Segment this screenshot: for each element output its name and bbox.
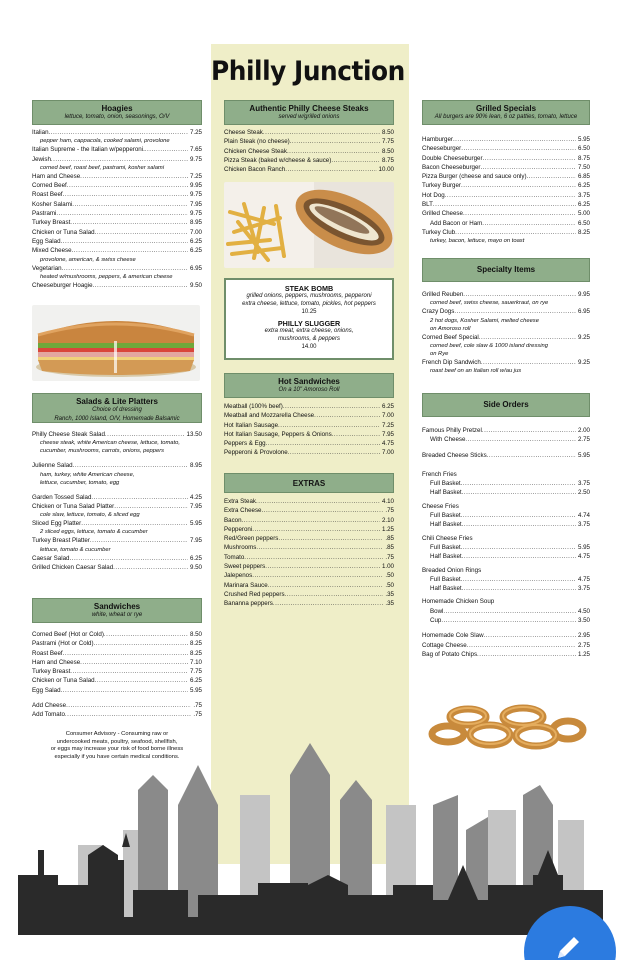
menu-item: Full Basket ..... 3.75 xyxy=(422,479,590,488)
menu-item: Double Cheeseburger ..... 8.75 xyxy=(422,154,590,163)
menu-item: Grilled Reuben ..... 9.95 xyxy=(422,290,590,299)
menu-item: Roast Beef ..... 8.25 xyxy=(32,649,202,658)
group-label: French Fries xyxy=(422,470,457,478)
menu-item: BLT ..... 6.25 xyxy=(422,200,590,209)
menu-item: Half Basket ..... 3.75 xyxy=(422,584,590,593)
hoagies-list xyxy=(32,128,202,290)
item-description: cheese steak, white American cheese, lettuce, tomato, xyxy=(40,440,180,447)
menu-item: Ham and Cheese ..... 7.25 xyxy=(32,172,202,181)
menu-item: Red/Green peppers ..... .85 xyxy=(224,534,394,543)
menu-item: Bag of Potato Chips ..... 1.25 xyxy=(422,650,590,659)
side-orders-header xyxy=(422,393,590,417)
menu-item: Hot Dog ..... 3.75 xyxy=(422,191,590,200)
menu-item: Homemade Cole Slaw ..... 2.95 xyxy=(422,631,590,640)
menu-item: Bacon ..... 2.10 xyxy=(224,516,394,525)
specialty-header xyxy=(422,258,590,282)
menu-item: Sliced Egg Platter ..... 5.95 xyxy=(32,519,202,528)
item-description: roast beef on an Italian roll w/au jus xyxy=(430,368,522,375)
philly-slugger-desc-1: extra meat, extra cheese, onions, xyxy=(264,328,354,334)
hot-sandwiches-subtitle: On a 10" Amoroso Roll xyxy=(278,387,340,393)
menu-item: Cheese Steak ..... 8.50 xyxy=(224,128,394,137)
cheesesteaks-header xyxy=(224,100,394,125)
philly-slugger-price: 14.00 xyxy=(301,344,317,350)
item-description: ham, turkey, white American cheese, xyxy=(40,471,135,478)
hot-sandwiches-title: Hot Sandwiches xyxy=(278,377,340,386)
restaurant-title: Philly Junction xyxy=(211,56,405,87)
advisory-line: undercooked meats, poultry, seafood, shellfish, xyxy=(56,738,178,745)
philly-slugger-desc-2: mushrooms, & peppers xyxy=(277,335,341,342)
menu-item: Meatball and Mozzarella Cheese ..... 7.00 xyxy=(224,411,394,420)
menu-item: Extra Steak ..... 4.10 xyxy=(224,497,394,506)
menu-item: Pepperoni & Provolone ..... 7.00 xyxy=(224,448,394,457)
menu-item: Meatball (100% beef) ..... 6.25 xyxy=(224,402,394,411)
menu-item: Hot Italian Sausage, Peppers & Onions ..... 7.95 xyxy=(224,430,394,439)
menu-item: Grilled Chicken Caesar Salad ..... 9.50 xyxy=(32,563,202,572)
side-orders-title: Side Orders xyxy=(483,400,529,409)
item-description: heated w/mushrooms, peppers, & american cheese xyxy=(40,273,173,280)
menu-item: Chicken or Tuna Salad Platter ..... 7.95 xyxy=(32,502,202,511)
menu-item: Extra Cheese ..... .75 xyxy=(224,506,394,515)
menu-item: Egg Salad ..... 6.25 xyxy=(32,237,202,246)
menu-item: Cheeseburger Hoagie ..... 9.50 xyxy=(32,281,202,290)
menu-item: Half Basket ..... 2.50 xyxy=(422,488,590,497)
menu-item: Crazy Dogs ..... 6.95 xyxy=(422,307,590,316)
menu-item: Julienne Salad ..... 8.95 xyxy=(32,461,202,470)
menu-item: Ham and Cheese ..... 7.10 xyxy=(32,658,202,667)
grilled-header xyxy=(422,100,590,125)
salads-subtitle-1: Choice of dressing xyxy=(92,407,142,413)
item-description: 2 sliced eggs, lettuce, tomato & cucumber xyxy=(40,529,148,536)
sandwiches-subtitle: white, wheat or rye xyxy=(91,612,143,618)
grilled-list xyxy=(422,135,590,245)
item-description: pepper ham, cappacola, cooked salami, provolone xyxy=(40,138,170,145)
menu-item: Corned Beef (Hot or Cold) ..... 8.50 xyxy=(32,630,202,639)
menu-item: Full Basket ..... 5.95 xyxy=(422,543,590,552)
menu-item: Pepperoni ..... 1.25 xyxy=(224,525,394,534)
item-description: lettuce, tomato & cucumber xyxy=(40,546,111,553)
menu-item: Tomato ..... .75 xyxy=(224,553,394,562)
menu-item: With Cheese ..... 2.75 xyxy=(422,435,590,444)
menu-item: Italian Supreme - the Italian w/pepperoni. ..... 7.65 xyxy=(32,145,202,154)
city-skyline-graphic xyxy=(18,735,603,935)
advisory-line: especially if you have certain medical conditions. xyxy=(54,753,180,760)
menu-item: Mixed Cheese ..... 6.25 xyxy=(32,246,202,255)
menu-item: Chicken or Tuna Salad ..... 6.25 xyxy=(32,676,202,685)
cheesesteaks-list xyxy=(224,128,394,174)
menu-item: Full Basket ..... 4.75 xyxy=(422,575,590,584)
item-description: on Rye xyxy=(430,350,449,357)
menu-item: Mushrooms ..... .85 xyxy=(224,543,394,552)
menu-item: Hot Italian Sausage ..... 7.25 xyxy=(224,421,394,430)
sandwiches-header xyxy=(32,598,202,623)
sandwiches-title: Sandwiches xyxy=(93,602,141,611)
menu-item: Corned Beef ..... 9.95 xyxy=(32,181,202,190)
menu-item: Pastrami (Hot or Cold) ..... 8.25 xyxy=(32,639,202,648)
extras-list xyxy=(224,497,394,609)
menu-item: Plain Steak (no cheese) ..... 7.75 xyxy=(224,137,394,146)
cheesesteak-photo xyxy=(224,182,394,268)
menu-item: Sweet peppers ..... 1.00 xyxy=(224,562,394,571)
menu-item: Cheeseburger ..... 6.50 xyxy=(422,144,590,153)
menu-item: Turkey Breast Platter ..... 7.95 xyxy=(32,536,202,545)
extras-title: EXTRAS xyxy=(292,479,326,488)
hot-sandwiches-list xyxy=(224,402,394,458)
item-description: cucumber, mushrooms, carrots, onions, peppers xyxy=(40,448,165,455)
menu-item: Egg Salad ..... 5.95 xyxy=(32,686,202,695)
sandwiches-list xyxy=(32,630,202,720)
grilled-title: Grilled Specials xyxy=(475,104,537,113)
menu-item: Grilled Cheese ..... 5.00 xyxy=(422,209,590,218)
menu-item: Pizza Burger (cheese and sauce only) ..... 6.85 xyxy=(422,172,590,181)
menu-item: Turkey Breast ..... 7.75 xyxy=(32,667,202,676)
item-description: lettuce, cucumber, tomato, egg xyxy=(40,479,120,486)
menu-item: Full Basket ..... 4.74 xyxy=(422,511,590,520)
item-description: turkey, bacon, lettuce, mayo on toast xyxy=(430,238,525,245)
side-orders-list xyxy=(422,426,590,659)
menu-item: Chicken or Tuna Salad ..... 7.00 xyxy=(32,228,202,237)
hot-sandwiches-header xyxy=(224,373,394,398)
cheesesteaks-subtitle: served w/grilled onions xyxy=(278,114,340,120)
menu-item: French Dip Sandwich ..... 9.25 xyxy=(422,358,590,367)
philly-slugger-title: PHILLY SLUGGER xyxy=(277,319,341,328)
grilled-subtitle: All burgers are 90% lean, 6 oz patties, tomato, lettuce xyxy=(434,114,578,120)
hoagie-photo xyxy=(32,305,200,381)
menu-item: Bananna peppers ..... .35 xyxy=(224,599,394,608)
menu-item: Turkey Club ..... 8.25 xyxy=(422,228,590,237)
menu-item: Jewish ..... 9.75 xyxy=(32,155,202,164)
menu-item: Pastrami ..... 9.75 xyxy=(32,209,202,218)
item-description: corned beef, roast beef, pastrami, kosher salami xyxy=(40,164,165,171)
menu-item: Add Tomato ..... .75 xyxy=(32,710,202,719)
menu-item: Peppers & Egg ..... 4.75 xyxy=(224,439,394,448)
hoagies-title: Hoagies xyxy=(101,104,133,113)
menu-item: Add Bacon or Ham ..... 6.50 xyxy=(422,219,590,228)
item-description: corned beef, cole slaw & 1000 island dressing xyxy=(430,342,548,349)
menu-item: Bacon Cheeseburger ..... 7.50 xyxy=(422,163,590,172)
menu-item: Jalepenos ..... .50 xyxy=(224,571,394,580)
menu-item: Turkey Burger ..... 6.25 xyxy=(422,181,590,190)
item-description: on Amoroso roll xyxy=(430,325,471,332)
menu-item: Garden Tossed Salad ..... 4.25 xyxy=(32,493,202,502)
menu-item: Cup ..... 3.50 xyxy=(422,616,590,625)
menu-item: Philly Cheese Steak Salad ..... 13.50 xyxy=(32,430,202,439)
specialty-list xyxy=(422,290,590,375)
menu-page xyxy=(18,0,603,960)
menu-item: Marinara Sauce ..... .50 xyxy=(224,581,394,590)
menu-item: Famous Philly Pretzel ..... 2.00 xyxy=(422,426,590,435)
cheesesteaks-title: Authentic Philly Cheese Steaks xyxy=(249,104,369,113)
steak-bomb-price: 10.25 xyxy=(301,309,317,315)
menu-item: Cottage Cheese ..... 2.75 xyxy=(422,641,590,650)
group-label: Breaded Onion Rings xyxy=(422,566,482,574)
menu-item: Crushed Red peppers ..... .35 xyxy=(224,590,394,599)
menu-item: Half Basket ..... 3.75 xyxy=(422,520,590,529)
menu-item: Vegetarian ..... 6.95 xyxy=(32,264,202,273)
menu-item: Chicken Bacon Ranch ..... 10.00 xyxy=(224,165,394,174)
item-description: cole slaw, lettuce, tomato, & sliced egg xyxy=(40,512,140,519)
menu-item: Roast Beef ..... 9.75 xyxy=(32,190,202,199)
menu-item: Turkey Breast ..... 8.95 xyxy=(32,218,202,227)
item-description: 2 hot dogs, Kosher Salami, melted cheese xyxy=(430,317,539,324)
menu-item: Kosher Salami ..... 7.95 xyxy=(32,200,202,209)
salads-title: Salads & Lite Platters xyxy=(76,397,158,406)
hoagies-header xyxy=(32,100,202,125)
extras-header xyxy=(224,473,394,493)
menu-item: Breaded Cheese Sticks ..... 5.95 xyxy=(422,451,590,460)
advisory-line: Consumer Advisory - Consuming raw or xyxy=(65,731,169,737)
menu-item: Corned Beef Special ..... 9.25 xyxy=(422,333,590,342)
menu-item: Half Basket ..... 4.75 xyxy=(422,552,590,561)
hoagies-subtitle: lettuce, tomato, onion, seasonings, O/V xyxy=(64,114,170,120)
menu-item: Bowl ..... 4.50 xyxy=(422,607,590,616)
menu-item: Hamburger ..... 5.95 xyxy=(422,135,590,144)
group-label: Chili Cheese Fries xyxy=(422,534,473,542)
steak-bomb-title: STEAK BOMB xyxy=(284,284,334,293)
menu-item: Italian ..... 7.25 xyxy=(32,128,202,137)
group-label: Cheese Fries xyxy=(422,502,459,510)
salads-header xyxy=(32,393,202,423)
advisory-line: or eggs may increase your risk of food borne illness xyxy=(50,746,184,753)
steak-bomb-desc-2: extra cheese, lettuce, tomato, pickles, hot peppers xyxy=(242,300,376,307)
menu-item: Add Cheese ..... .75 xyxy=(32,701,202,710)
menu-item: Pizza Steak (baked w/cheese & sauce) ..... 8.75 xyxy=(224,156,394,165)
specialty-title: Specialty Items xyxy=(476,265,536,274)
group-label: Homemade Chicken Soup xyxy=(422,598,495,606)
salads-subtitle-2: Ranch, 1000 Island, O/V, Homemade Balsamic xyxy=(54,416,180,422)
menu-item: Chicken Cheese Steak ..... 8.50 xyxy=(224,147,394,156)
salads-list xyxy=(32,430,202,572)
item-description: provolone, american, & swiss cheese xyxy=(40,256,136,263)
specials-box xyxy=(224,278,394,360)
steak-bomb-desc-1: grilled onions, peppers, mushrooms, pepperoni xyxy=(246,293,372,299)
item-description: corned beef, swiss cheese, sauerkraut, on rye xyxy=(430,300,549,307)
pencil-icon[interactable] xyxy=(548,928,588,960)
menu-item: Caesar Salad ..... 6.25 xyxy=(32,554,202,563)
